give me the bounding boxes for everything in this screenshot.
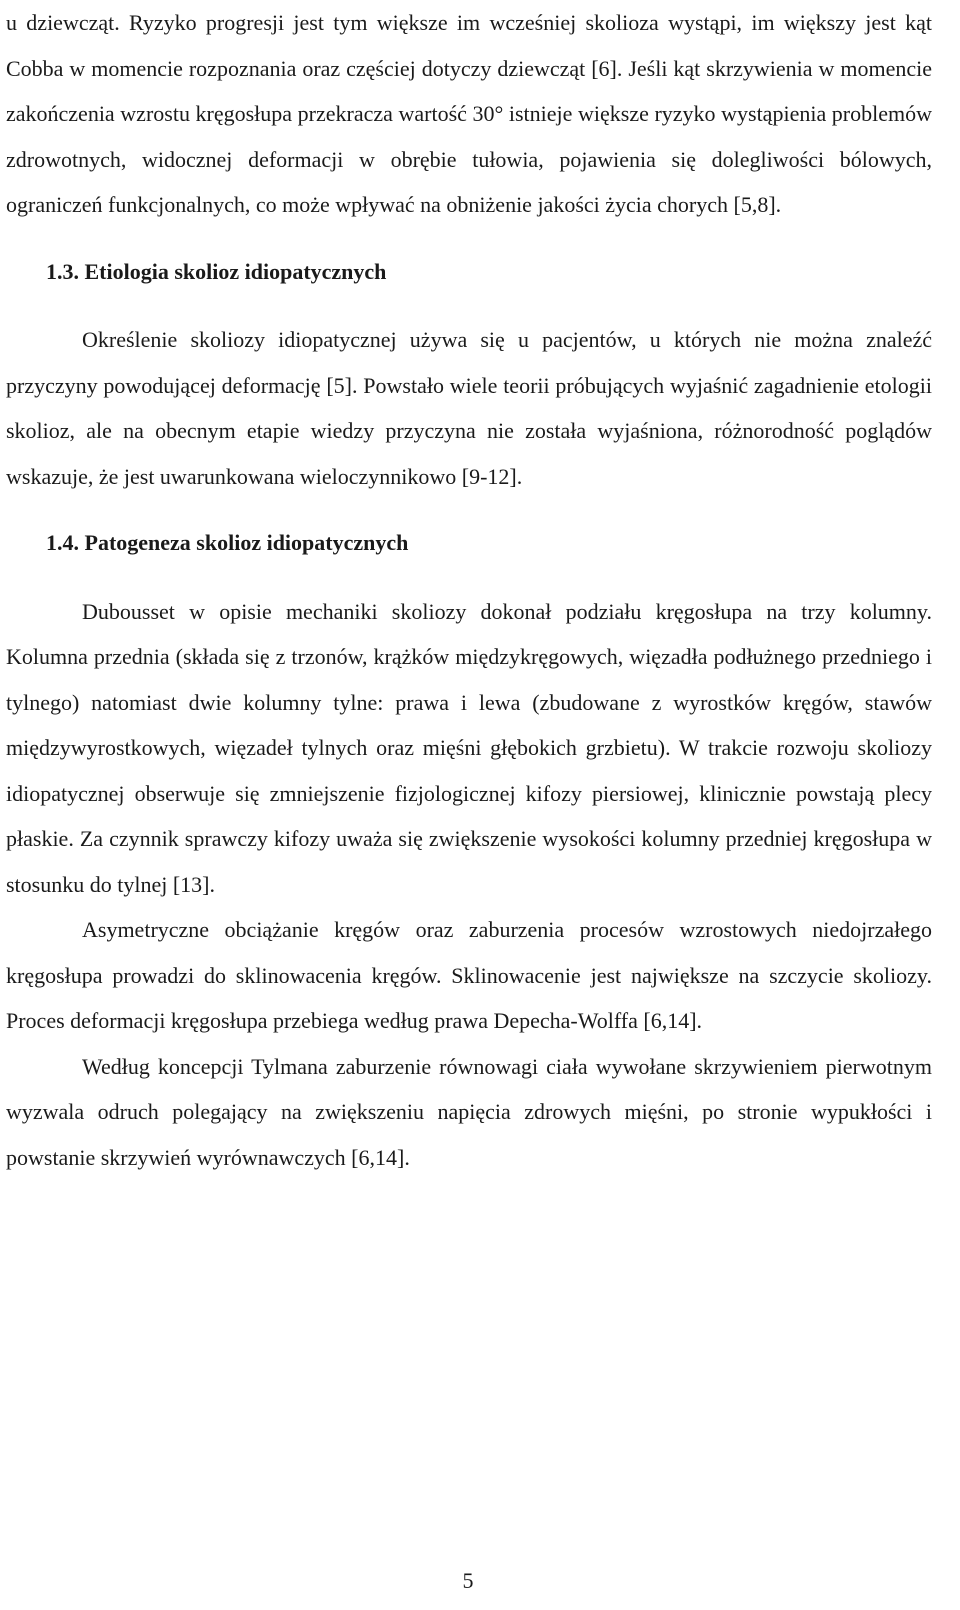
- page-number: 5: [462, 1568, 474, 1593]
- section-heading-1-3: 1.3. Etiologia skolioz idiopatycznych: [46, 258, 387, 284]
- body-paragraph: Dubousset w opisie mechaniki skoliozy dokonał podziału kręgosłupa na trzy kolumny. Kolumna przednia (składa się z trzonów, krążków międzykręgowych, więzadła podłużnego przedniego i tylnego) natomiast dwie kolumny tylne: prawa i lewa (zbudowane z wyrostków kręgów, stawów międzywyrostkowych, więzadeł tylnych oraz mięśni głębokich grzbietu). W trakcie rozwoju skoliozy idiopatycznej obserwuje się zmniejszenie fizjologicznej kifozy piersiowej, klinicznie powstają plecy płaskie. Za czynnik sprawczy kifozy uważa się zwiększenie wysokości kolumny przedniej kręgosłupa w stosunku do tylnej [13].: [6, 598, 932, 897]
- section-heading-1-4: 1.4. Patogeneza skolioz idiopatycznych: [46, 530, 409, 555]
- body-paragraph: u dziewcząt. Ryzyko progresji jest tym większe im wcześniej skolioza wystąpi, im większy jest kąt Cobba w momencie rozpoznania oraz częściej dotyczy dziewcząt [6]. Jeśli kąt skrzywienia w momencie zakończenia wzrostu kręgosłupa przekracza wartość 30° istnieje większe ryzyko wystąpienia problemów zdrowotnych, widocznej deformacji w obrębie tułowia, pojawienia się dolegliwości bólowych, ograniczeń funkcjonalnych, co może wpływać na obniżenie jakości życia chorych [5,8].: [6, 10, 932, 217]
- body-paragraph: Asymetryczne obciążanie kręgów oraz zaburzenia procesów wzrostowych niedojrzałego kręgosłupa prowadzi do sklinowacenia kręgów. Sklinowacenie jest największe na szczycie skoliozy. Proces deformacji kręgosłupa przebiega według prawa Depecha-Wolffa [6,14].: [6, 917, 932, 1033]
- spacer: [6, 566, 932, 589]
- body-paragraph: Według koncepcji Tylmana zaburzenie równowagi ciała wywołane skrzywieniem pierwotnym wyzwala odruch polegający na zwiększeniu napięcia zdrowych mięśni, po stronie wypukłości i powstanie skrzywień wyrównawczych [6,14].: [6, 1053, 932, 1170]
- body-paragraph: Określenie skoliozy idiopatycznej używa się u pacjentów, u których nie można znaleźć przyczyny powodującej deformację [5]. Powstało wiele teorii próbujących wyjaśnić zagadnienie etologii skolioz, ale na obecnym etapie wiedzy przyczyna nie została wyjaśniona, różnorodność poglądów wskazuje, że jest uwarunkowana wieloczynnikowo [9-12].: [6, 327, 932, 489]
- spacer: [6, 228, 932, 249]
- spacer: [6, 499, 932, 520]
- spacer: [6, 294, 932, 317]
- document-page: [6, 0, 932, 1180]
